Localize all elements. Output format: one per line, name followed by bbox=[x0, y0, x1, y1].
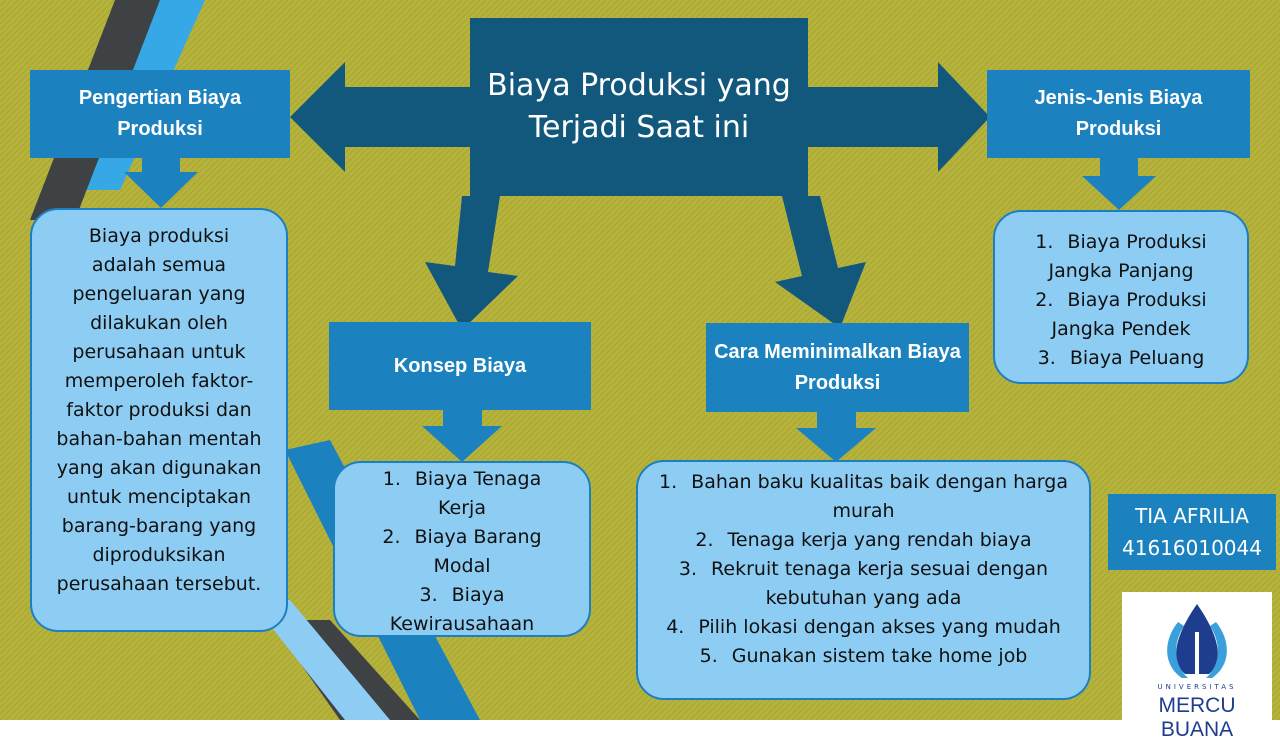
list-number: 5. bbox=[699, 645, 718, 667]
pengertian-header bbox=[30, 70, 290, 158]
list-number: 3. bbox=[678, 558, 698, 580]
cara-item: 3. Rekruit tenaga kerja sesuai dengan kebutuhan yang ada bbox=[654, 555, 1073, 613]
pengertian-text: Biaya produksi adalah semua pengeluaran yang dilakukan oleh perusahaan untuk memperoleh faktor-faktor produksi dan bahan-bahan mentah yang akan digunakan untuk menciptakan barang-barang yang diproduksikan perusahaan tersebut. bbox=[56, 225, 262, 595]
konsep-list bbox=[365, 465, 559, 639]
center-title: Biaya Produksi yang Terjadi Saat ini bbox=[487, 68, 791, 145]
cara-item: 4. Pilih lokasi dengan akses yang mudah bbox=[654, 613, 1073, 642]
logo-line1: UNIVERSITAS bbox=[1157, 683, 1237, 691]
jenis-header-label: Jenis-Jenis Biaya Produksi bbox=[1034, 87, 1203, 140]
cara-item: 1. Bahan baku kualitas baik dengan harga murah bbox=[654, 468, 1073, 526]
list-number: 3. bbox=[419, 584, 438, 606]
jenis-header bbox=[987, 70, 1250, 158]
logo-mark-icon bbox=[1122, 592, 1272, 684]
konsep-header-label: Konsep Biaya bbox=[393, 354, 527, 377]
konsep-item: 3. Biaya Kewirausahaan bbox=[365, 581, 559, 639]
list-number: 4. bbox=[666, 616, 685, 638]
cara-header bbox=[706, 323, 969, 412]
university-logo bbox=[1122, 592, 1272, 741]
list-number: 2. bbox=[1035, 289, 1054, 311]
konsep-header bbox=[329, 322, 591, 410]
jenis-item: 1. Biaya Produksi Jangka Panjang bbox=[1009, 228, 1233, 286]
jenis-item: 2. Biaya Produksi Jangka Pendek bbox=[1009, 286, 1233, 344]
cara-item: 2. Tenaga kerja yang rendah biaya bbox=[654, 526, 1073, 555]
pengertian-card bbox=[30, 208, 288, 632]
cara-list bbox=[654, 468, 1073, 671]
logo-line2: MERCU BUANA bbox=[1158, 694, 1236, 741]
cara-card bbox=[636, 460, 1091, 700]
author-name: TIA AFRILIA bbox=[1135, 504, 1249, 528]
jenis-card bbox=[993, 210, 1249, 384]
list-number: 2. bbox=[382, 526, 401, 548]
list-number: 3. bbox=[1037, 347, 1056, 369]
author-box bbox=[1108, 494, 1276, 570]
list-number: 2. bbox=[695, 529, 714, 551]
author-id: 41616010044 bbox=[1122, 536, 1262, 560]
jenis-item: 3. Biaya Peluang bbox=[1009, 344, 1233, 373]
center-title-box bbox=[470, 18, 808, 196]
jenis-list bbox=[1009, 228, 1233, 373]
konsep-item: 2. Biaya Barang Modal bbox=[365, 523, 559, 581]
pengertian-header-label: Pengertian Biaya Produksi bbox=[78, 87, 242, 140]
konsep-item: 1. Biaya Tenaga Kerja bbox=[365, 465, 559, 523]
cara-item: 5. Gunakan sistem take home job bbox=[654, 642, 1073, 671]
cara-header-label: Cara Meminimalkan Biaya Produksi bbox=[714, 340, 961, 394]
list-number: 1. bbox=[1035, 231, 1054, 253]
konsep-card bbox=[333, 461, 591, 637]
list-number: 1. bbox=[382, 468, 401, 490]
list-number: 1. bbox=[659, 471, 678, 493]
